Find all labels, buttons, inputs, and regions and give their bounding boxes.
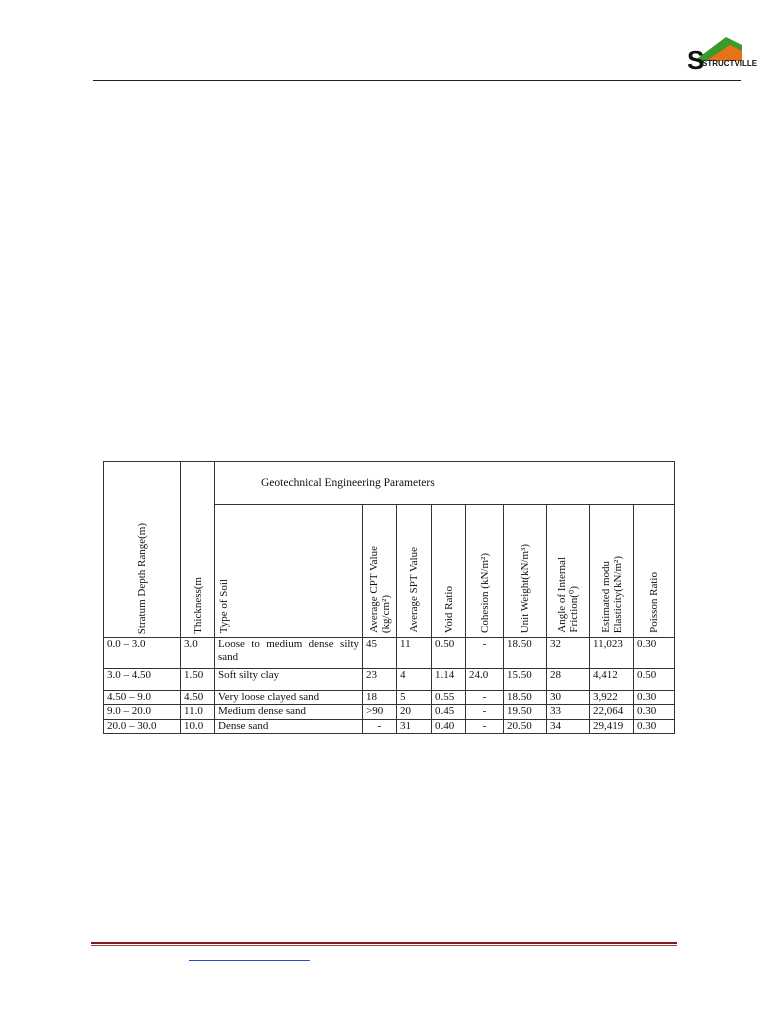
group-title: Geotechnical Engineering Parameters <box>215 462 675 505</box>
cell-soil: Dense sand <box>215 719 363 733</box>
cell-cohesion: - <box>466 691 504 705</box>
cell-unit-weight: 20.50 <box>504 719 547 733</box>
header-cohesion: Cohesion (kN/m²) <box>466 505 504 638</box>
cell-angle: 34 <box>547 719 590 733</box>
cell-emod: 3,922 <box>590 691 634 705</box>
header-emod: Estimated modu Elasticity(kN/m²) <box>590 505 634 638</box>
header-poisson: Poisson Ratio <box>634 505 675 638</box>
cell-spt: 5 <box>397 691 432 705</box>
cell-angle: 30 <box>547 691 590 705</box>
cell-poisson: 0.30 <box>634 691 675 705</box>
cell-cpt: >90 <box>363 705 397 719</box>
header-spt: Average SPT Value <box>397 505 432 638</box>
header-depth: Stratum Depth Range(m) <box>104 462 181 638</box>
cell-soil: Very loose clayed sand <box>215 691 363 705</box>
footer-rule-secondary <box>91 945 677 946</box>
cell-emod: 29,419 <box>590 719 634 733</box>
header-rule <box>93 80 741 81</box>
table-row <box>104 705 675 719</box>
cell-void: 1.14 <box>432 668 466 690</box>
cell-thickness: 4.50 <box>181 691 215 705</box>
cell-angle: 33 <box>547 705 590 719</box>
svg-text:S: S <box>687 45 705 75</box>
cell-unit-weight: 19.50 <box>504 705 547 719</box>
cell-cohesion: 24.0 <box>466 668 504 690</box>
cell-depth: 9.0 – 20.0 <box>104 705 181 719</box>
cell-soil: Soft silty clay <box>215 668 363 690</box>
cell-emod: 4,412 <box>590 668 634 690</box>
header-void: Void Ratio <box>432 505 466 638</box>
cell-cohesion: - <box>466 638 504 669</box>
cell-depth: 20.0 – 30.0 <box>104 719 181 733</box>
header-angle: Angle of Internal Friction(⁰) <box>547 505 590 638</box>
header-thickness: Thickness(m <box>181 462 215 638</box>
cell-soil: Medium dense sand <box>215 705 363 719</box>
table-row <box>104 668 675 690</box>
table-row <box>104 638 675 669</box>
cell-depth: 0.0 – 3.0 <box>104 638 181 669</box>
cell-thickness: 3.0 <box>181 638 215 669</box>
cell-cpt: - <box>363 719 397 733</box>
cell-poisson: 0.30 <box>634 705 675 719</box>
cell-void: 0.55 <box>432 691 466 705</box>
cell-depth: 3.0 – 4.50 <box>104 668 181 690</box>
cell-cpt: 45 <box>363 638 397 669</box>
svg-text:STRUCTVILLE: STRUCTVILLE <box>702 59 758 68</box>
cell-thickness: 10.0 <box>181 719 215 733</box>
cell-unit-weight: 18.50 <box>504 638 547 669</box>
cell-unit-weight: 18.50 <box>504 691 547 705</box>
cell-unit-weight: 15.50 <box>504 668 547 690</box>
cell-void: 0.50 <box>432 638 466 669</box>
cell-emod: 22,064 <box>590 705 634 719</box>
cell-cohesion: - <box>466 719 504 733</box>
table-row <box>104 691 675 705</box>
header-cpt: Average CPT Value (kg/cm²) <box>363 505 397 638</box>
table-row <box>104 719 675 733</box>
cell-emod: 11,023 <box>590 638 634 669</box>
footer-rule <box>91 942 677 944</box>
cell-spt: 11 <box>397 638 432 669</box>
cell-poisson: 0.30 <box>634 638 675 669</box>
cell-cpt: 23 <box>363 668 397 690</box>
structville-logo <box>686 31 758 75</box>
cell-spt: 20 <box>397 705 432 719</box>
cell-soil: Loose to medium dense silty sand <box>215 638 363 669</box>
cell-angle: 28 <box>547 668 590 690</box>
cell-spt: 4 <box>397 668 432 690</box>
cell-depth: 4.50 – 9.0 <box>104 691 181 705</box>
cell-poisson: 0.30 <box>634 719 675 733</box>
cell-void: 0.45 <box>432 705 466 719</box>
cell-angle: 32 <box>547 638 590 669</box>
header-soil: Type of Soil <box>215 505 363 638</box>
cell-void: 0.40 <box>432 719 466 733</box>
header-unit-weight: Unit Weight(kN/m³) <box>504 505 547 638</box>
cell-poisson: 0.50 <box>634 668 675 690</box>
cell-spt: 31 <box>397 719 432 733</box>
cell-thickness: 11.0 <box>181 705 215 719</box>
cell-cpt: 18 <box>363 691 397 705</box>
cell-thickness: 1.50 <box>181 668 215 690</box>
cell-cohesion: - <box>466 705 504 719</box>
footer-link[interactable] <box>189 960 310 961</box>
geotechnical-table <box>103 461 674 734</box>
